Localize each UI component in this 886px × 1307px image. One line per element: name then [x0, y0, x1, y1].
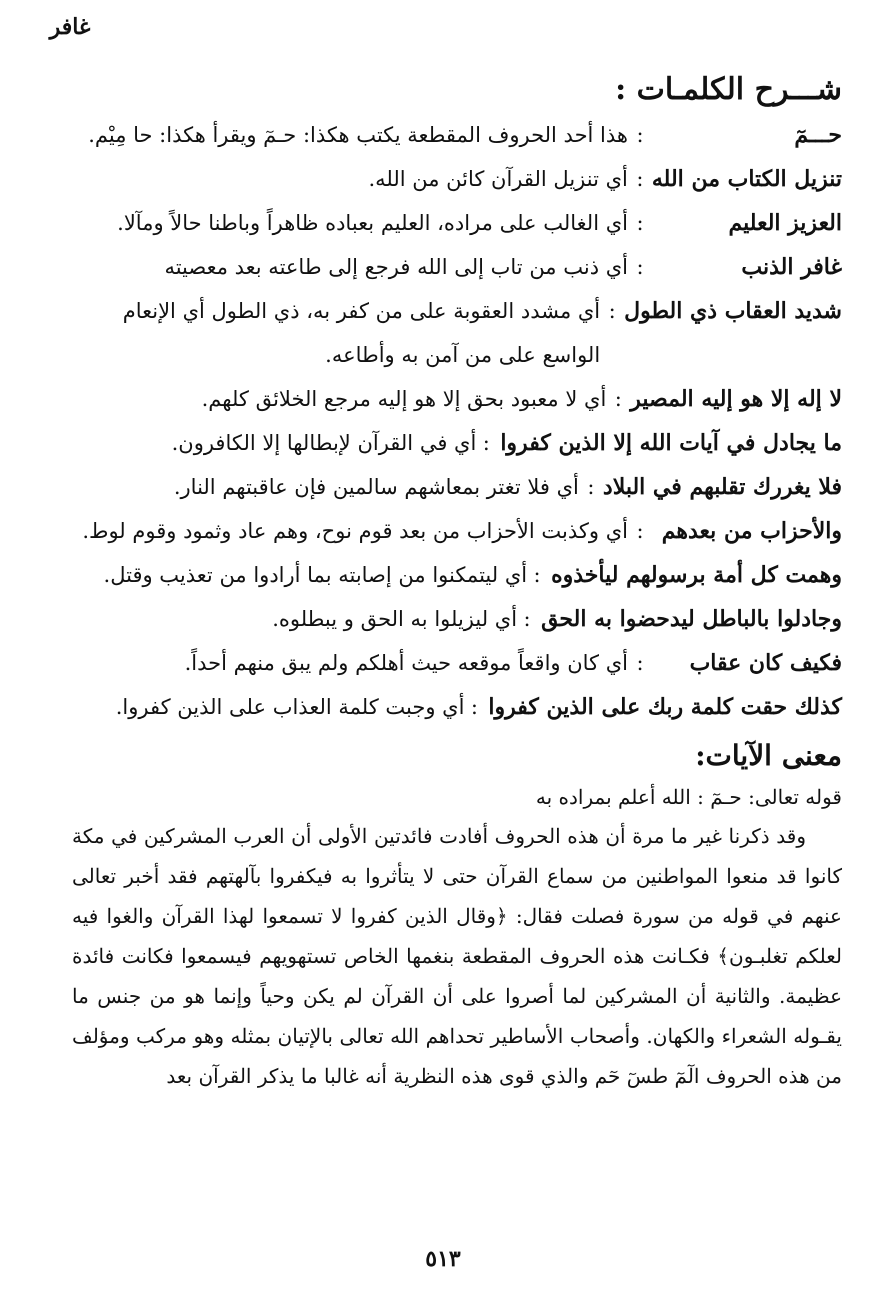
vocab-term: وجادلوا بالباطل ليدحضوا به الحق — [541, 606, 842, 632]
vocab-term: والأحزاب من بعدهم — [661, 518, 842, 544]
vocab-term: لا إله إلا هو إليه المصير — [630, 386, 842, 412]
meaning-heading: معنى الآيات: — [695, 739, 842, 772]
vocab-definition: أي لا معبود بحق إلا هو إليه مرجع الخلائق كلهم. — [201, 387, 607, 411]
page-number: ٥١٣ — [425, 1246, 461, 1272]
vocab-definition: هذا أحد الحروف المقطعة يكتب هكذا: حـمٓ ويقرأ هكذا: حا مِيْم. — [88, 123, 628, 147]
vocab-colon: : — [523, 607, 531, 631]
vocab-row — [72, 157, 842, 201]
vocab-definition: أي كان واقعاً موقعه حيث أهلكم ولم يبق منهم أحداً. — [184, 651, 628, 675]
vocab-colon: : — [470, 695, 478, 719]
vocab-definition: أي وجبت كلمة العذاب على الذين كفروا. — [115, 695, 465, 719]
vocab-row — [72, 553, 842, 597]
vocab-colon: : — [636, 519, 644, 543]
vocab-row — [72, 377, 842, 421]
vocab-colon: : — [636, 651, 644, 675]
surah-name-header: غافر — [49, 14, 91, 40]
vocab-term: فكيف كان عقاب — [689, 650, 842, 676]
vocab-definition: أي فلا تغتر بمعاشهم سالمين فإن عاقبتهم النار. — [173, 475, 579, 499]
vocab-term: كذلك حقت كلمة ربك على الذين كفروا — [488, 694, 842, 720]
vocab-row — [72, 421, 842, 465]
vocab-colon: : — [636, 167, 644, 191]
vocab-term: حـــمٓ — [794, 122, 842, 148]
vocab-term: فلا يغررك تقلبهم في البلاد — [602, 474, 842, 500]
vocabulary-heading: شـــرح الكلمـات : — [615, 72, 842, 107]
vocab-term: غافر الذنب — [741, 254, 842, 280]
vocab-term: ما يجادل في آيات الله إلا الذين كفروا — [500, 430, 842, 456]
vocab-row — [72, 597, 842, 641]
vocab-row — [72, 289, 842, 377]
vocab-definition: أي الغالب على مراده، العليم بعباده ظاهراً وباطنا حالاً ومآلا. — [117, 211, 628, 235]
vocab-definition: أي مشدد العقوبة على من كفر به، ذي الطول أي الإنعام الواسع على من آمن به وأطاعه. — [122, 299, 601, 367]
vocab-definition: أي ليتمكنوا من إصابته بما أرادوا من تعذيب وقتل. — [103, 563, 528, 587]
meaning-first-line: قوله تعالى: حـمٓ : الله أعلم بمراده به — [535, 785, 842, 809]
vocab-colon: : — [614, 387, 622, 411]
vocab-definition: أي تنزيل القرآن كائن من الله. — [368, 167, 628, 191]
vocab-colon: : — [636, 255, 644, 279]
vocab-row — [72, 685, 842, 729]
vocab-row — [72, 509, 842, 553]
vocab-term: تنزيل الكتاب من الله — [651, 166, 842, 192]
vocabulary-list — [72, 113, 842, 729]
vocab-term: وهمت كل أمة برسولهم ليأخذوه — [551, 562, 842, 588]
vocab-definition: أي ليزيلوا به الحق و يبطلوه. — [272, 607, 518, 631]
page-content — [72, 72, 842, 1096]
vocab-term: شديد العقاب ذي الطول — [624, 298, 842, 324]
vocab-row — [72, 245, 842, 289]
vocab-term: العزيز العليم — [728, 210, 842, 236]
vocab-colon: : — [482, 431, 490, 455]
vocab-definition: أي ذنب من تاب إلى الله فرجع إلى طاعته بعد معصيته — [164, 255, 628, 279]
meaning-paragraph: وقد ذكرنا غير ما مرة أن هذه الحروف أفادت فائدتين الأولى أن العرب المشركين في مكة كانوا قد منعوا المواطنين من سماع القرآن حتى لا يتأثروا به فيكفروا بآلهتهم فقد أخبر تعالى عنهم في قوله من سورة فصلت فقال: ﴿وقال الذين كفروا لا تسمعوا لهذا القرآن والغوا فيه لعلكم تغلبـون﴾ فكـانت هذه الحروف المقطعة بنغمها الخاص تستهويهم فيسمعوا فكانت فائدة عظيمة. والثانية أن المشركين لما أصروا على أن القرآن لم يكن وحياً وإنما هو من جنس ما يقـوله الشعراء والكهان. وأصحاب الأساطير تحداهم الله تعالى بالإتيان بمثله وهو مركب ومؤلف من هذه الحروف الٓمٓ طسٓ حٓم والذي قوى هذه النظرية أنه غالبا ما يذكر القرآن بعد — [72, 824, 843, 1088]
vocab-definition: أي في القرآن لإبطالها إلا الكافرون. — [171, 431, 477, 455]
vocab-colon: : — [636, 123, 644, 147]
vocab-colon: : — [608, 299, 616, 323]
vocab-colon: : — [587, 475, 595, 499]
vocab-row — [72, 201, 842, 245]
vocab-colon: : — [533, 563, 541, 587]
vocab-row — [72, 465, 842, 509]
vocab-row — [72, 641, 842, 685]
vocab-definition: أي وكذبت الأحزاب من بعد قوم نوح، وهم عاد وثمود وقوم لوط. — [82, 519, 628, 543]
vocab-colon: : — [636, 211, 644, 235]
vocab-row — [72, 113, 842, 157]
